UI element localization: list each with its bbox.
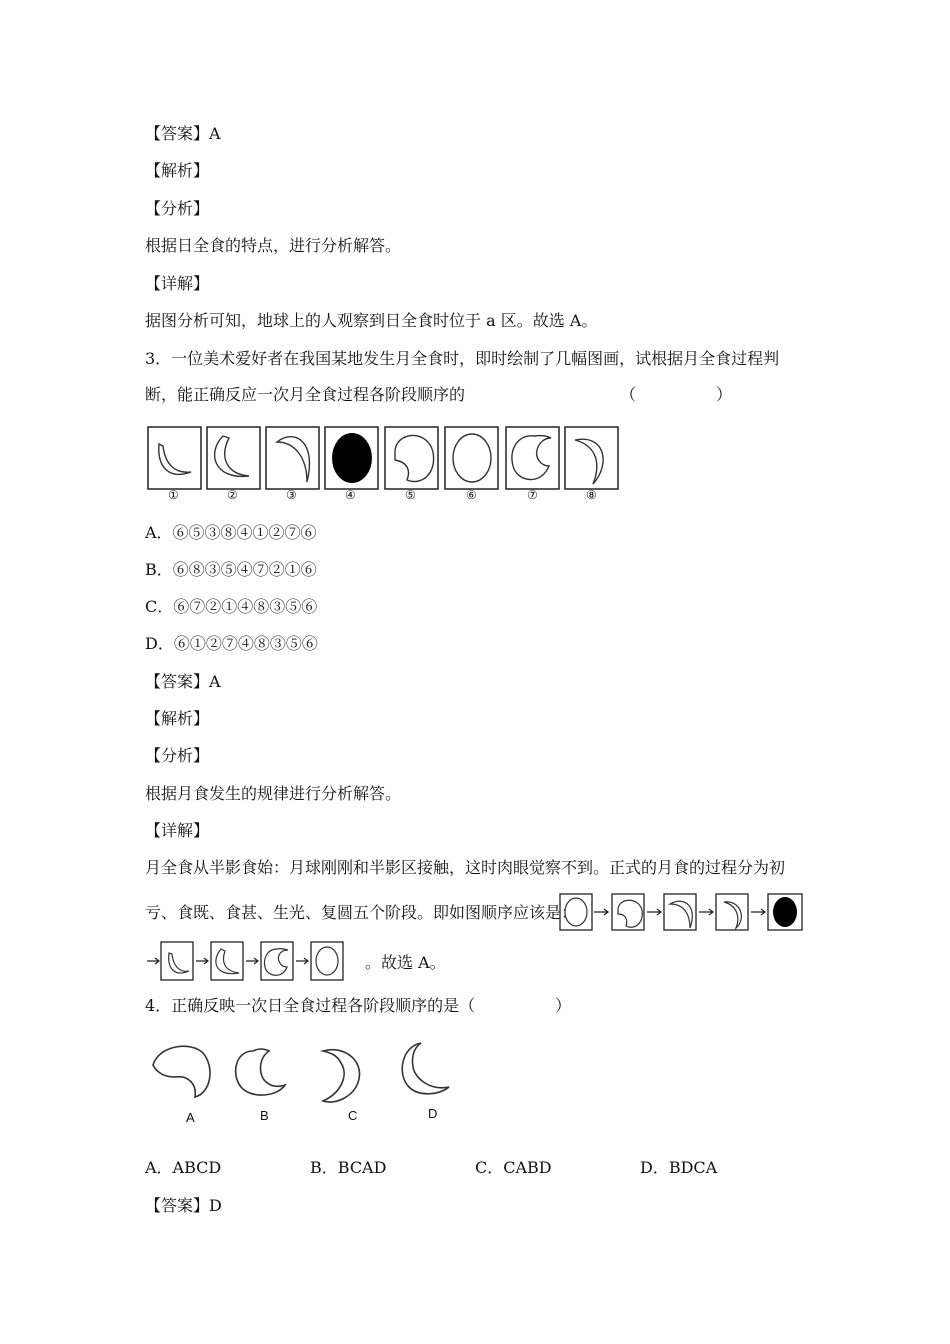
- q4-option-c: C．CABD: [475, 1158, 552, 1177]
- moon-drawing-1: [148, 427, 201, 489]
- q3-answer: 【答案】A: [145, 672, 221, 691]
- q2-detail-heading: 【详解】: [145, 274, 210, 293]
- q3-fenxi-heading: 【分析】: [145, 746, 210, 765]
- moon-label-8: ⑧: [586, 488, 597, 502]
- q4-answer: 【答案】D: [145, 1196, 222, 1215]
- moon-drawing-2: [207, 427, 260, 489]
- moon-label-2: ②: [227, 488, 238, 502]
- eclipse-label-a: A: [186, 1110, 195, 1125]
- q2-fenxi-heading: 【分析】: [145, 199, 210, 218]
- moon-drawing-3: [266, 427, 319, 489]
- q3-option-a: A．⑥⑤③⑧④①②⑦⑥: [145, 523, 317, 542]
- moon-drawing-4: [325, 427, 378, 489]
- q4-option-d: D．BDCA: [640, 1158, 718, 1177]
- q3-option-b: B．⑥⑧③⑤④⑦②①⑥: [145, 560, 317, 579]
- q3-option-c: C．⑥⑦②①④⑧③⑤⑥: [145, 597, 318, 616]
- moon-drawing-6: [445, 427, 498, 489]
- q3-option-d: D．⑥①②⑦④⑧③⑤⑥: [145, 634, 318, 653]
- moon-label-5: ⑤: [405, 488, 416, 502]
- q2-detail-text: 据图分析可知，地球上的人观察到日全食时位于 a 区。故选 A。: [145, 311, 598, 330]
- q3-detail-line1: 月全食从半影食始：月球刚刚和半影区接触，这时肉眼觉察不到。正式的月食的过程分为初: [145, 858, 786, 877]
- q4-option-a: A．ABCD: [145, 1158, 222, 1177]
- q3-stem-line2: 断，能正确反应一次月全食过程各阶段顺序的: [145, 385, 466, 404]
- q2-fenxi-text: 根据日全食的特点，进行分析解答。: [145, 236, 402, 255]
- q3-stem-line1: 3．一位美术爱好者在我国某地发生月全食时，即时绘制了几幅图画，试根据月全食过程判: [145, 349, 780, 368]
- q3-fenxi-text: 根据月食发生的规律进行分析解答。: [145, 784, 402, 803]
- moon-drawing-7: [506, 427, 559, 489]
- eclipse-label-c: C: [348, 1108, 358, 1123]
- q4-stem: 4．正确反映一次日全食过程各阶段顺序的是（ ）: [145, 996, 572, 1015]
- q2-answer: 【答案】A: [145, 124, 221, 143]
- eclipse-label-b: B: [260, 1108, 269, 1123]
- q3-detail-line3-end: 。故选 A。: [365, 953, 446, 972]
- moon-drawing-8: [565, 427, 618, 489]
- moon-label-7: ⑦: [527, 488, 538, 502]
- q3-detail-heading: 【详解】: [145, 821, 210, 840]
- moon-label-4: ④: [345, 488, 356, 502]
- q3-answer-paren: （ ）: [620, 385, 733, 404]
- moon-label-6: ⑥: [466, 488, 477, 502]
- q3-sequence-row1: [558, 892, 808, 934]
- moon-label-3: ③: [286, 488, 297, 502]
- q4-option-b: B．BCAD: [310, 1158, 387, 1177]
- moon-label-1: ①: [168, 488, 179, 502]
- q3-sequence-row2: [145, 939, 375, 983]
- q2-analysis-heading: 【解析】: [145, 161, 210, 180]
- q3-detail-line2: 亏、食既、食甚、生光、复圆五个阶段。即如图顺序应该是：: [145, 903, 578, 922]
- eclipse-label-d: D: [428, 1106, 438, 1121]
- q3-analysis-heading: 【解析】: [145, 709, 210, 728]
- moon-drawing-5: [385, 427, 438, 489]
